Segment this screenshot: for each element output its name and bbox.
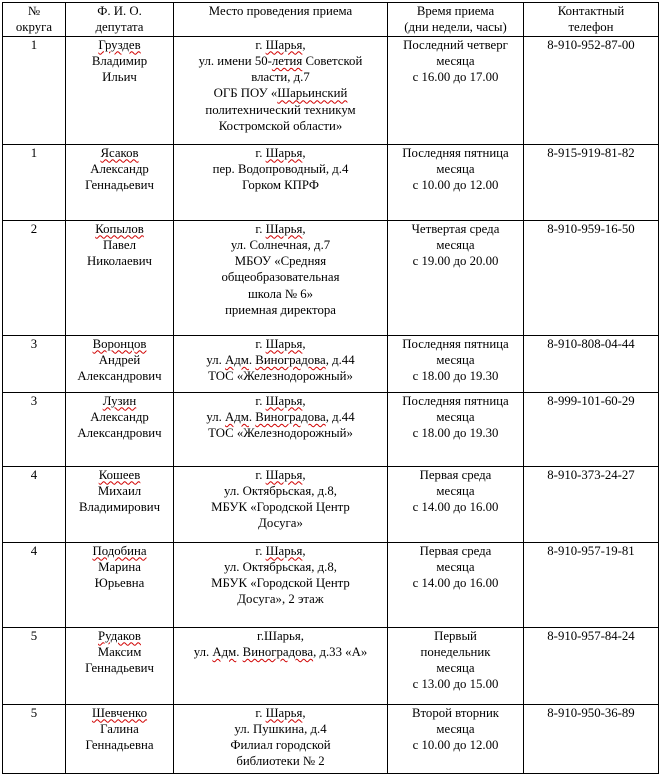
reception-time-line: с 18.00 до 19.30 [412,426,499,441]
text-segment: пер. Водопроводный, д.4 [212,161,349,176]
reception-time-line: месяца [436,483,475,498]
contact-phone-cell [524,466,659,542]
text-segment: . [248,352,256,367]
text-segment: г. [255,543,266,558]
reception-time-line: месяца [436,409,475,424]
reception-place-line [176,336,385,352]
reception-place-line [176,483,385,499]
text-segment: , [302,221,306,236]
text-segment: Советской [302,53,363,68]
spellcheck-underlined-word: Рудаков [98,628,141,643]
reception-place-cell [174,335,388,392]
text-segment: г. [255,145,266,160]
text-segment: политехнический техникум [205,102,356,117]
deputies-schedule-table [2,2,659,774]
text-segment: Андрей [98,352,141,367]
district-number: 5 [30,705,38,720]
reception-place-cell [174,627,388,704]
reception-place-line [176,85,385,101]
reception-time-line: с 10.00 до 12.00 [412,178,499,193]
text-segment: МБУК «Городской Центр [211,500,350,515]
reception-place-line [176,559,385,575]
reception-place-line [176,102,385,118]
spellcheck-underlined-word: Шарьинский [277,86,348,101]
contact-phone-cell [524,542,659,627]
deputy-name-line [68,467,171,483]
text-segment: г. [255,705,266,720]
contact-phone: 8-910-957-84-24 [547,628,635,643]
text-segment: Александр [90,409,149,424]
text-segment: Николаевич [87,254,152,269]
text-segment: ул. имени 50- [198,53,272,68]
deputy-name-line [68,336,171,352]
reception-place-line [176,591,385,607]
reception-place-line [176,145,385,161]
text-segment: Александрович [77,369,162,384]
spellcheck-underlined-word: Шарья [265,37,303,52]
spellcheck-underlined-word: Груздев [98,37,141,52]
text-segment: , [302,705,306,720]
text-segment: , [302,467,306,482]
reception-place-line [176,37,385,53]
reception-place-line [176,253,385,269]
deputy-name-line [68,177,171,193]
header-deputy-name: Ф. И. О. депутата [66,3,174,37]
spellcheck-underlined-word: Виноградова [255,409,326,424]
district-number: 3 [30,336,38,351]
reception-time-line: месяца [436,721,475,736]
contact-phone-cell [524,392,659,466]
reception-place-line [176,69,385,85]
text-segment: г. [255,221,266,236]
reception-time-line: понедельник [420,644,491,659]
deputy-name-line [68,145,171,161]
text-segment: , д.44 [325,409,355,424]
deputy-name-line [68,575,171,591]
text-segment: общеобразовательная [221,270,340,285]
reception-time-line: с 14.00 до 16.00 [412,500,499,515]
reception-place-line [176,705,385,721]
text-segment: МБУК «Городской Центр [211,576,350,591]
reception-place-line [176,543,385,559]
district-number-cell [3,220,66,335]
reception-time-line: Последняя пятница [402,145,509,160]
reception-time-cell [388,335,524,392]
spellcheck-underlined-word: Копылов [95,221,144,236]
header-reception-place: Место проведения приема [174,3,388,37]
spellcheck-underlined-word: Шарья [265,336,303,351]
text-segment: ул. [206,352,226,367]
reception-place-cell [174,466,388,542]
reception-time-line: месяца [436,661,475,676]
reception-place-line [176,467,385,483]
text-segment: , [302,336,306,351]
district-number: 5 [30,628,38,643]
contact-phone: 8-910-808-04-44 [547,336,635,351]
deputy-name-line [68,737,171,753]
deputy-name-cell [66,542,174,627]
reception-place-line [176,628,385,644]
reception-place-line [176,499,385,515]
district-number: 1 [30,145,38,160]
contact-phone-cell [524,335,659,392]
text-segment: ТОС «Железнодорожный» [208,369,353,384]
header-district-number: № округа [3,3,66,37]
text-segment: Галина [100,721,139,736]
district-number: 3 [30,393,38,408]
reception-place-line [176,515,385,531]
reception-place-cell [174,392,388,466]
spellcheck-underlined-word: Виноградова [255,352,326,367]
contact-phone-cell [524,144,659,220]
deputy-name-line [68,499,171,515]
district-number-cell [3,335,66,392]
spellcheck-underlined-word: летия [271,53,303,68]
contact-phone-cell [524,220,659,335]
table-row [3,335,659,392]
text-segment: Геннадьевич [85,178,154,193]
reception-place-line [176,425,385,441]
deputy-name-line [68,543,171,559]
reception-place-cell [174,36,388,144]
contact-phone: 8-910-959-16-50 [547,221,635,236]
deputy-name-line [68,69,171,85]
text-segment: г. [255,393,266,408]
district-number: 2 [30,221,38,236]
reception-place-line [176,302,385,318]
text-segment: Александр [90,161,149,176]
deputy-name-cell [66,704,174,773]
reception-place-cell [174,144,388,220]
text-segment: Филиал городской [230,738,331,753]
reception-time-cell [388,220,524,335]
reception-time-line: месяца [436,352,475,367]
text-segment: , д.44 [325,352,355,367]
deputy-name-cell [66,466,174,542]
reception-time-line: месяца [436,161,475,176]
reception-place-line [176,53,385,69]
table-row [3,392,659,466]
text-segment: Ильич [102,70,137,85]
spellcheck-underlined-word: Ясаков [100,145,139,160]
text-segment: г. [255,37,266,52]
reception-time-line: месяца [436,53,475,68]
spellcheck-underlined-word: Шарья [265,467,303,482]
text-segment: Геннадьевна [85,738,154,753]
text-segment: ОГБ ПОУ « [213,86,278,101]
deputy-name-line [68,352,171,368]
contact-phone: 8-910-373-24-27 [547,467,635,482]
reception-place-cell [174,704,388,773]
reception-time-cell [388,627,524,704]
text-segment: Юрьевна [94,576,145,591]
text-segment: МБОУ «Средняя [234,254,327,269]
deputy-name-cell [66,220,174,335]
deputy-name-line [68,53,171,69]
district-number: 4 [30,467,38,482]
spellcheck-underlined-word: Шарья [265,221,303,236]
table-row [3,144,659,220]
reception-time-line: месяца [436,559,475,574]
deputy-name-line [68,37,171,53]
spellcheck-underlined-word: Виноградова [242,644,314,659]
reception-time-cell [388,704,524,773]
reception-place-cell [174,542,388,627]
spellcheck-underlined-word: Лузин [102,393,137,408]
spellcheck-underlined-word: Шарья [265,393,303,408]
text-segment: г. [255,336,266,351]
contact-phone: 8-999-101-60-29 [547,393,635,408]
header-reception-time: Время приема (дни недели, часы) [388,3,524,37]
reception-place-line [176,644,385,660]
text-segment: библиотеки № 2 [236,754,325,769]
table-row [3,220,659,335]
reception-time-line: с 18.00 до 19.30 [412,369,499,384]
district-number-cell [3,144,66,220]
reception-place-line [176,161,385,177]
reception-place-line [176,352,385,368]
contact-phone-cell [524,36,659,144]
reception-place-line [176,269,385,285]
text-segment: Горком КПРФ [242,178,319,193]
text-segment: ул. [206,409,226,424]
deputy-name-line [68,425,171,441]
text-segment: школа № 6» [247,286,314,301]
spellcheck-underlined-word: Подобина [92,543,147,558]
reception-place-line [176,409,385,425]
text-segment: Досуга» [258,516,303,531]
spellcheck-underlined-word: Шарья [265,705,303,720]
deputy-name-line [68,393,171,409]
deputy-name-line [68,368,171,384]
deputy-name-cell [66,392,174,466]
deputy-name-line [68,660,171,676]
deputy-name-line [68,559,171,575]
district-number-cell [3,36,66,144]
reception-time-line: Второй вторник [411,705,500,720]
district-number-cell [3,542,66,627]
deputy-name-line [68,721,171,737]
deputy-name-cell [66,627,174,704]
text-segment: Михаил [97,483,142,498]
text-segment: , [302,393,306,408]
spellcheck-underlined-word: Кошеев [98,467,141,482]
text-segment: Владимир [91,53,148,68]
contact-phone-cell [524,704,659,773]
text-segment: Павел [103,237,136,252]
text-segment: ТОС «Железнодорожный» [208,426,353,441]
reception-place-line [176,737,385,753]
reception-time-cell [388,144,524,220]
reception-time-line: Четвертая среда [411,221,500,236]
text-segment: ул. Октябрьская, д.8, [224,483,337,498]
reception-place-line [176,221,385,237]
contact-phone: 8-915-919-81-82 [547,145,635,160]
table-row [3,627,659,704]
district-number-cell [3,466,66,542]
text-segment: Досуга», 2 этаж [237,592,324,607]
deputy-name-cell [66,144,174,220]
table-row [3,36,659,144]
district-number: 4 [30,543,38,558]
deputy-name-line [68,705,171,721]
reception-place-line [176,368,385,384]
reception-time-cell [388,466,524,542]
deputy-name-line [68,237,171,253]
deputy-name-line [68,483,171,499]
text-segment: . [248,409,256,424]
deputy-name-cell [66,335,174,392]
text-segment: , д.33 «А» [313,644,368,659]
text-segment: , [302,145,306,160]
reception-place-line [176,177,385,193]
deputy-name-line [68,161,171,177]
header-contact-phone: Контактный телефон [524,3,659,37]
reception-place-line [176,237,385,253]
text-segment: Геннадьевич [85,661,154,676]
table-body [3,36,659,773]
reception-place-line [176,118,385,134]
text-segment: г.Шарья, [257,628,304,643]
text-segment: , [302,543,306,558]
table-header-row [3,3,659,37]
contact-phone: 8-910-952-87-00 [547,37,635,52]
spellcheck-underlined-word: Шарья [265,543,303,558]
deputy-name-line [68,409,171,425]
text-segment: . [236,644,243,659]
reception-place-line [176,393,385,409]
spellcheck-underlined-word: Адм [225,409,249,424]
reception-time-line: Первая среда [419,467,492,482]
text-segment: ул. Солнечная, д.7 [230,237,331,252]
text-segment: Максим [97,644,142,659]
reception-place-line [176,286,385,302]
deputy-name-line [68,221,171,237]
district-number-cell [3,627,66,704]
table-row [3,704,659,773]
reception-time-line: с 14.00 до 16.00 [412,576,499,591]
district-number-cell [3,392,66,466]
spellcheck-underlined-word: Адм [212,644,237,659]
deputy-name-line [68,628,171,644]
text-segment: ул. Пушкина, д.4 [234,721,327,736]
reception-time-line: Последняя пятница [402,393,509,408]
reception-time-line: с 13.00 до 15.00 [412,677,499,692]
reception-time-line: Первая среда [419,543,492,558]
text-segment: Костромской области» [218,119,343,134]
deputy-name-line [68,253,171,269]
reception-place-line [176,753,385,769]
reception-time-line: месяца [436,237,475,252]
text-segment: , [302,37,306,52]
table-row [3,466,659,542]
text-segment: ул. Октябрьская, д.8, [224,559,337,574]
text-segment: Марина [98,559,141,574]
district-number-cell [3,704,66,773]
text-segment: г. [255,467,266,482]
reception-time-line: с 19.00 до 20.00 [412,254,499,269]
reception-place-line [176,721,385,737]
contact-phone: 8-910-950-36-89 [547,705,635,720]
text-segment: ул. [193,644,213,659]
spellcheck-underlined-word: Воронцов [92,336,147,351]
spellcheck-underlined-word: Шевченко [91,705,148,720]
text-segment: приемная директора [225,303,336,318]
text-segment: Александрович [77,426,162,441]
deputy-name-line [68,644,171,660]
reception-place-cell [174,220,388,335]
contact-phone-cell [524,627,659,704]
reception-time-line: Последний четверг [403,37,508,52]
reception-time-line: Последняя пятница [402,336,509,351]
reception-time-line: с 10.00 до 12.00 [412,738,499,753]
district-number: 1 [30,37,38,52]
reception-time-cell [388,36,524,144]
reception-place-line [176,575,385,591]
text-segment: власти, д.7 [251,70,310,85]
text-segment: Владимирович [78,500,161,515]
reception-time-cell [388,392,524,466]
deputy-name-cell [66,36,174,144]
contact-phone: 8-910-957-19-81 [547,543,635,558]
spellcheck-underlined-word: Адм [225,352,249,367]
reception-time-line: с 16.00 до 17.00 [412,70,499,85]
spellcheck-underlined-word: Шарья [265,145,303,160]
reception-time-cell [388,542,524,627]
table-row [3,542,659,627]
reception-time-line: Первый [434,628,477,643]
